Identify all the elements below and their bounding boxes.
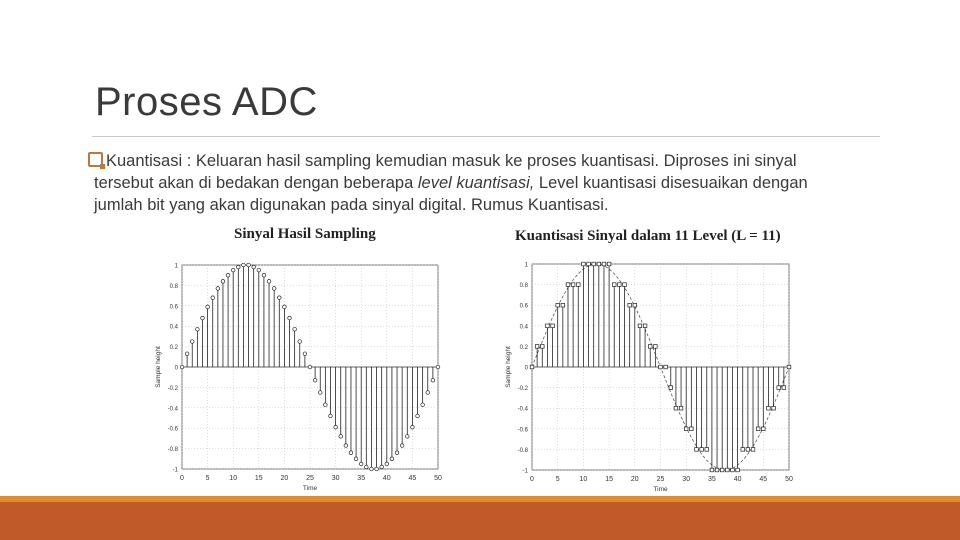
stem-marker bbox=[226, 273, 230, 277]
bullet-line-2 bbox=[88, 172, 888, 194]
y-axis-label: Sample height bbox=[505, 346, 512, 388]
stem-marker bbox=[354, 457, 358, 461]
stem-marker bbox=[726, 468, 730, 472]
stem-marker bbox=[385, 462, 389, 466]
stem-marker bbox=[772, 406, 776, 410]
stem-marker bbox=[777, 386, 781, 390]
stem-marker bbox=[185, 352, 189, 356]
stem-marker bbox=[787, 365, 791, 369]
stem-marker bbox=[633, 303, 637, 307]
stem-marker bbox=[196, 327, 200, 331]
stem-marker bbox=[607, 262, 611, 266]
x-tick-label: 50 bbox=[785, 476, 793, 483]
stem-marker bbox=[380, 465, 384, 469]
footer-bar bbox=[0, 502, 960, 540]
x-tick-label: 40 bbox=[733, 476, 742, 483]
stem-marker bbox=[638, 324, 642, 328]
x-tick-label: 25 bbox=[306, 475, 314, 482]
stem-marker bbox=[618, 283, 622, 287]
stem-marker bbox=[664, 365, 668, 369]
stem-marker bbox=[741, 448, 745, 452]
stem-marker bbox=[303, 352, 307, 356]
stem-marker bbox=[436, 365, 440, 369]
stem-marker bbox=[705, 448, 709, 452]
bullet-text-1: Kuantisasi : Keluaran hasil sampling kemudian masuk ke proses kuantisasi. Diproses ini sinyal bbox=[106, 152, 797, 170]
stem-marker bbox=[242, 263, 246, 267]
chart-quantization bbox=[495, 250, 805, 492]
stem-marker bbox=[400, 444, 404, 448]
y-tick-label: 0.8 bbox=[169, 283, 178, 290]
stem-marker bbox=[587, 262, 591, 266]
x-tick-label: 30 bbox=[331, 475, 340, 482]
checkbox-bullet-icon bbox=[88, 152, 103, 167]
stem-marker bbox=[262, 273, 266, 277]
stem-marker bbox=[272, 287, 276, 291]
chart-sampling bbox=[150, 250, 450, 490]
stem-marker bbox=[416, 414, 420, 418]
stem-marker bbox=[566, 283, 570, 287]
stem-marker bbox=[756, 427, 760, 431]
x-axis-label: Time bbox=[653, 486, 668, 492]
y-tick-label: -0.2 bbox=[517, 386, 528, 393]
stem-marker bbox=[231, 268, 235, 272]
y-tick-label: 0.2 bbox=[519, 344, 528, 351]
stem-marker bbox=[700, 448, 704, 452]
bullet-text-2b: Level kuantisasi disesuaikan dengan bbox=[534, 174, 808, 192]
y-tick-label: 0.4 bbox=[519, 324, 528, 331]
stem-marker bbox=[602, 262, 606, 266]
stem-marker bbox=[216, 287, 220, 291]
stem-marker bbox=[669, 386, 673, 390]
x-tick-label: 5 bbox=[205, 475, 210, 482]
stem-marker bbox=[426, 391, 430, 395]
x-tick-label: 0 bbox=[530, 476, 534, 483]
y-tick-label: 0 bbox=[174, 365, 178, 372]
y-tick-label: 0 bbox=[524, 365, 528, 372]
bullet-paragraph bbox=[88, 150, 888, 216]
stem-marker bbox=[308, 365, 312, 369]
stem-marker bbox=[659, 365, 663, 369]
x-tick-label: 45 bbox=[408, 475, 417, 482]
stem-marker bbox=[535, 345, 539, 349]
stem-marker bbox=[390, 457, 394, 461]
y-tick-label: 0.6 bbox=[519, 303, 528, 310]
x-tick-label: 10 bbox=[229, 475, 238, 482]
y-tick-label: -0.6 bbox=[167, 426, 178, 433]
stem-marker bbox=[411, 425, 415, 429]
stem-marker bbox=[339, 435, 343, 439]
stem-marker bbox=[349, 451, 353, 455]
stem-marker bbox=[375, 467, 379, 471]
stem-marker bbox=[277, 296, 281, 300]
x-tick-label: 0 bbox=[180, 475, 184, 482]
stem-marker bbox=[267, 280, 271, 284]
stem-marker bbox=[405, 435, 409, 439]
y-tick-label: 0.8 bbox=[519, 283, 528, 290]
stem-marker bbox=[211, 296, 215, 300]
title-divider bbox=[92, 136, 880, 137]
bullet-line-3: jumlah bit yang akan digunakan pada sinyal digital. Rumus Kuantisasi. bbox=[94, 196, 609, 214]
stem-marker bbox=[746, 448, 750, 452]
stem-marker bbox=[206, 305, 210, 309]
x-tick-label: 40 bbox=[382, 475, 391, 482]
stem-marker bbox=[293, 327, 297, 331]
stem-marker bbox=[395, 451, 399, 455]
stem-marker bbox=[576, 283, 580, 287]
stem-marker bbox=[556, 303, 560, 307]
stem-marker bbox=[324, 403, 328, 407]
x-tick-label: 35 bbox=[708, 476, 716, 483]
stem-marker bbox=[597, 262, 601, 266]
stem-marker bbox=[674, 406, 678, 410]
y-tick-label: -1 bbox=[172, 467, 178, 474]
x-tick-label: 20 bbox=[630, 476, 639, 483]
y-tick-label: -1 bbox=[522, 468, 528, 475]
y-axis-label: Sample height bbox=[155, 346, 162, 388]
y-tick-label: -0.2 bbox=[167, 385, 178, 392]
stem-marker bbox=[540, 345, 544, 349]
stem-marker bbox=[201, 316, 205, 320]
y-tick-label: -0.6 bbox=[517, 427, 528, 434]
y-tick-label: -0.8 bbox=[517, 447, 528, 454]
stem-marker bbox=[288, 316, 292, 320]
stem-marker bbox=[190, 340, 194, 344]
stem-marker bbox=[334, 425, 338, 429]
stem-marker bbox=[546, 324, 550, 328]
stem-marker bbox=[551, 324, 555, 328]
y-tick-label: 0.4 bbox=[169, 324, 178, 331]
stem-marker bbox=[623, 283, 627, 287]
stem-marker bbox=[648, 345, 652, 349]
stem-marker bbox=[690, 427, 694, 431]
x-axis-label: Time bbox=[302, 485, 318, 490]
stem-marker bbox=[561, 303, 565, 307]
stem-marker bbox=[582, 262, 586, 266]
stem-marker bbox=[431, 378, 435, 382]
stem-marker bbox=[359, 462, 363, 466]
x-tick-label: 10 bbox=[579, 476, 588, 483]
x-tick-label: 45 bbox=[759, 476, 768, 483]
stem-marker bbox=[283, 305, 287, 309]
x-tick-label: 5 bbox=[555, 476, 560, 483]
x-tick-label: 25 bbox=[656, 476, 665, 483]
stem-marker bbox=[767, 406, 771, 410]
stem-marker bbox=[530, 365, 534, 369]
stem-marker bbox=[679, 406, 683, 410]
x-tick-label: 15 bbox=[254, 475, 263, 482]
stem-marker bbox=[221, 280, 225, 284]
stem-marker bbox=[237, 265, 241, 269]
y-tick-label: 1 bbox=[524, 262, 528, 269]
x-tick-label: 15 bbox=[605, 476, 613, 483]
stem-marker bbox=[365, 465, 369, 469]
stem-marker bbox=[318, 391, 322, 395]
stem-marker bbox=[762, 427, 766, 431]
stem-marker bbox=[370, 467, 374, 471]
stem-marker bbox=[695, 448, 699, 452]
stem-marker bbox=[643, 324, 647, 328]
bullet-text-2a: tersebut akan di bedakan dengan beberapa bbox=[94, 174, 418, 192]
y-tick-label: -0.8 bbox=[167, 447, 178, 454]
stem-marker bbox=[313, 378, 317, 382]
stem-marker bbox=[612, 283, 616, 287]
stem-marker bbox=[257, 268, 261, 272]
stem-marker bbox=[684, 427, 688, 431]
y-tick-label: 1 bbox=[174, 263, 178, 270]
y-tick-label: -0.4 bbox=[517, 406, 528, 413]
stem-marker bbox=[628, 303, 632, 307]
x-tick-label: 35 bbox=[357, 475, 366, 482]
stem-marker bbox=[247, 263, 251, 267]
stem-marker bbox=[720, 468, 724, 472]
stem-marker bbox=[252, 265, 256, 269]
bullet-line-1 bbox=[88, 150, 888, 172]
y-tick-label: 0.2 bbox=[169, 345, 178, 352]
stem-marker bbox=[654, 345, 658, 349]
x-tick-label: 20 bbox=[280, 475, 289, 482]
stem-marker bbox=[710, 468, 714, 472]
stem-marker bbox=[329, 414, 333, 418]
stem-marker bbox=[298, 340, 302, 344]
bullet-text-2-italic: level kuantisasi, bbox=[417, 174, 535, 192]
stem-marker bbox=[571, 283, 575, 287]
stem-marker bbox=[421, 403, 425, 407]
x-tick-label: 30 bbox=[682, 476, 691, 483]
slide-title: Proses ADC bbox=[95, 80, 318, 124]
y-tick-label: -0.4 bbox=[167, 406, 178, 413]
stem-marker bbox=[344, 444, 348, 448]
stem-marker bbox=[751, 448, 755, 452]
chart-2-title: Kuantisasi Sinyal dalam 11 Level (L = 11) bbox=[515, 228, 781, 244]
stem-marker bbox=[180, 365, 184, 369]
x-tick-label: 50 bbox=[434, 475, 442, 482]
stem-marker bbox=[731, 468, 735, 472]
chart-1-title: Sinyal Hasil Sampling bbox=[234, 226, 376, 242]
y-tick-label: 0.6 bbox=[169, 304, 178, 311]
stem-marker bbox=[736, 468, 740, 472]
stem-marker bbox=[592, 262, 596, 266]
stem-marker bbox=[715, 468, 719, 472]
stem-marker bbox=[782, 386, 786, 390]
